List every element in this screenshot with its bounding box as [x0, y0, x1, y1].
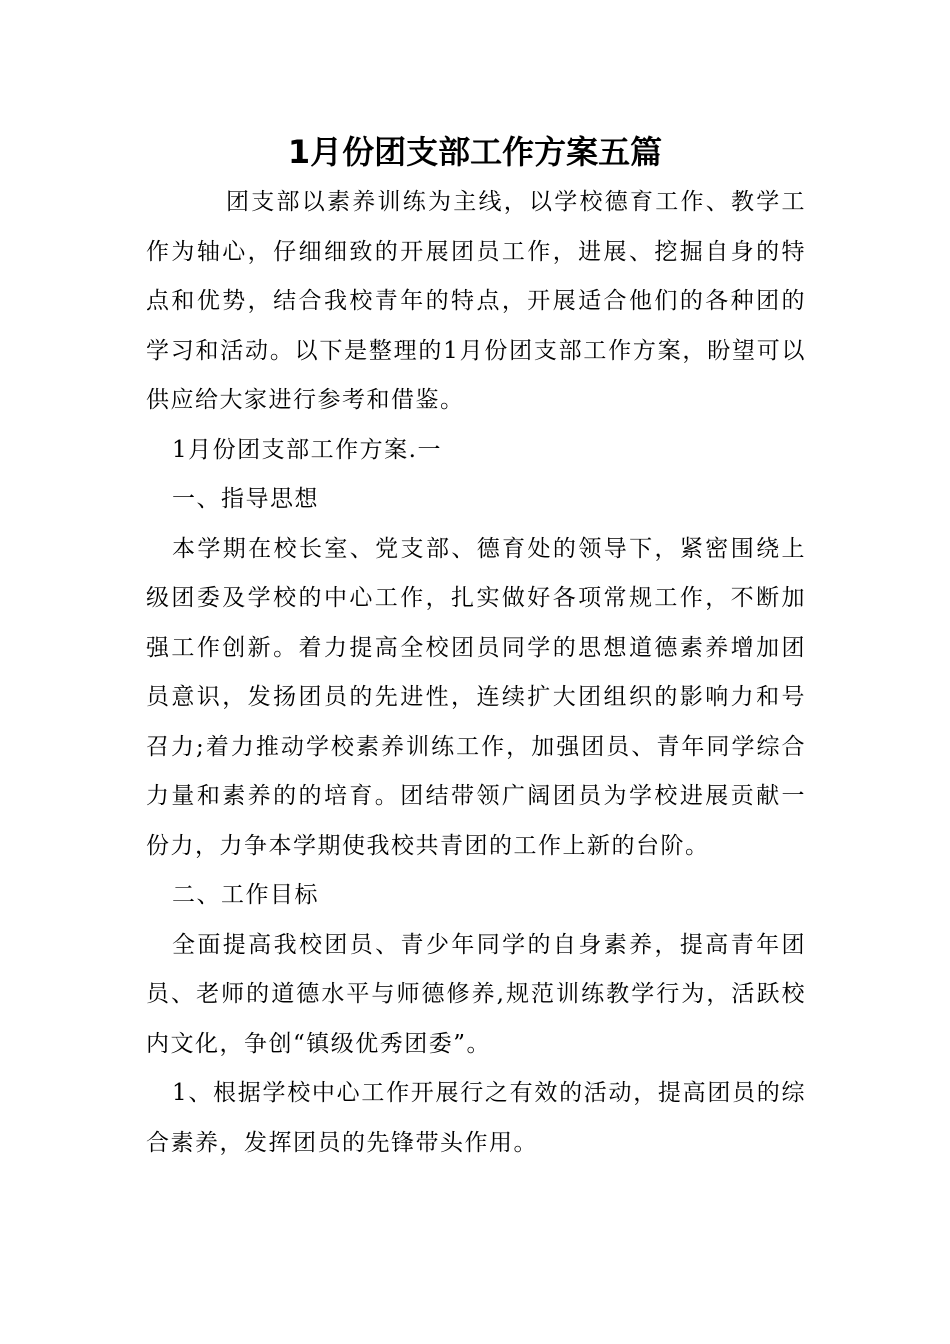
guiding-ideology-paragraph: 本学期在校长室、党支部、德育处的领导下，紧密围绕上级团委及学校的中心工作，扎实做好各项常规工作，不断加强工作创新。着力提高全校团员同学的思想道德素养增加团员意识，发扬团员的先进性，连续扩大团组织的影响力和号召力;着力推动学校素养训练工作，加强团员、青年同学综合力量和素养的的培育。团结带领广阔团员为学校进展贡献一份力，力争本学期使我校共青团的工作上新的台阶。: [146, 535, 806, 859]
work-goals-paragraph: 全面提高我校团员、青少年同学的自身素养，提高青年团员、老师的道德水平与师德修养,规范训练教学行为，活跃校内文化，争创“镇级优秀团委”。: [146, 931, 806, 1057]
plan-heading-one: 1月份团支部工作方案.一: [172, 436, 442, 463]
goal-item-1: 1、根据学校中心工作开展行之有效的活动，提高团员的综合素养，发挥团员的先锋带头作用。: [146, 1080, 806, 1156]
document-title: 1月份团支部工作方案五篇: [287, 133, 663, 171]
intro-paragraph: 团支部以素养训练为主线，以学校德育工作、教学工作为轴心，仔细细致的开展团员工作，进展、挖掘自身的特点和优势，结合我校青年的特点，开展适合他们的各种团的学习和活动。以下是整理的1月份团支部工作方案，盼望可以供应给大家进行参考和借鉴。: [146, 189, 806, 413]
section-heading-guiding-ideology: 一、指导思想: [172, 486, 319, 512]
document-body: [146, 178, 806, 1168]
section-heading-work-goals: 二、工作目标: [172, 882, 319, 908]
